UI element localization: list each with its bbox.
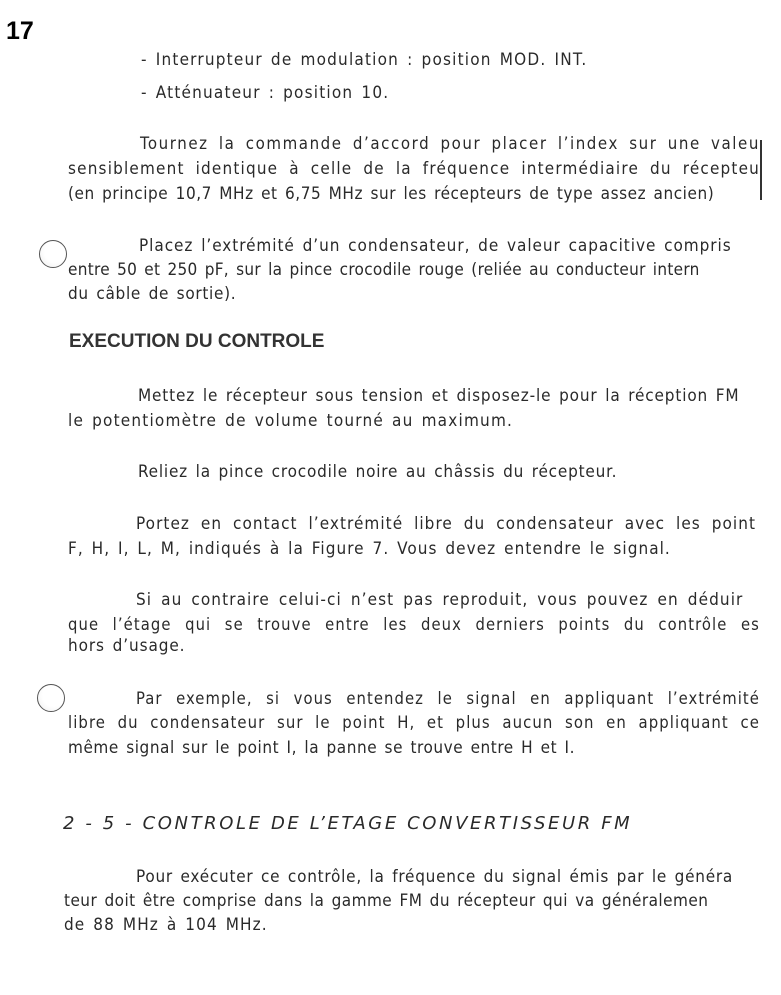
punch-hole-bottom [37,684,65,712]
paragraph-line: teur doit être comprise dans la gamme FM du récepteur qui va généralemen [64,891,709,911]
paragraph-line: Pour exécuter ce contrôle, la fréquence du signal émis par le généra [136,867,734,887]
setting-line-modulation: - Interrupteur de modulation : position MOD. INT. [141,50,588,70]
section-heading-convertisseur: 2 - 5 - CONTROLE DE L’ETAGE CONVERTISSEUR FM [63,813,633,834]
paragraph-line: (en principe 10,7 MHz et 6,75 MHz sur les récepteurs de type assez ancien) [68,184,715,204]
paragraph-line: hors d’usage. [68,636,186,656]
paragraph-line: Si au contraire celui-ci n’est pas reproduit, vous pouvez en déduir [136,590,744,610]
punch-hole-top [39,240,67,268]
paragraph-line: Reliez la pince crocodile noire au châssis du récepteur. [138,462,618,482]
paragraph-line: libre du condensateur sur le point H, et plus aucun son en appliquant ce [68,713,760,733]
paragraph-line: Mettez le récepteur sous tension et disposez-le pour la réception FM [138,386,740,406]
paragraph-line: de 88 MHz à 104 MHz. [64,915,268,935]
setting-line-attenuateur: - Atténuateur : position 10. [141,83,390,103]
paragraph-line: sensiblement identique à celle de la fréquence intermédiaire du récepteu [68,159,761,179]
paragraph-line: Placez l’extrémité d’un condensateur, de valeur capacitive compris [139,236,732,256]
paragraph-line: du câble de sortie). [68,284,237,304]
paragraph-line: le potentiomètre de volume tourné au maximum. [68,411,514,431]
paragraph-line: que l’étage qui se trouve entre les deux derniers points du contrôle es [68,615,760,635]
section-heading-execution: EXECUTION DU CONTROLE [69,331,325,352]
page-number: 17 [6,17,34,45]
paragraph-line: F, H, I, L, M, indiqués à la Figure 7. Vous devez entendre le signal. [68,539,671,559]
paragraph-line: Par exemple, si vous entendez le signal en appliquant l’extrémité [136,689,760,709]
paragraph-line: entre 50 et 250 pF, sur la pince crocodile rouge (reliée au conducteur intern [68,260,700,280]
paragraph-line: Portez en contact l’extrémité libre du condensateur avec les point [136,514,756,534]
paragraph-line: Tournez la commande d’accord pour placer l’index sur une valeu [140,134,760,154]
paragraph-line: même signal sur le point I, la panne se trouve entre H et I. [68,738,575,758]
